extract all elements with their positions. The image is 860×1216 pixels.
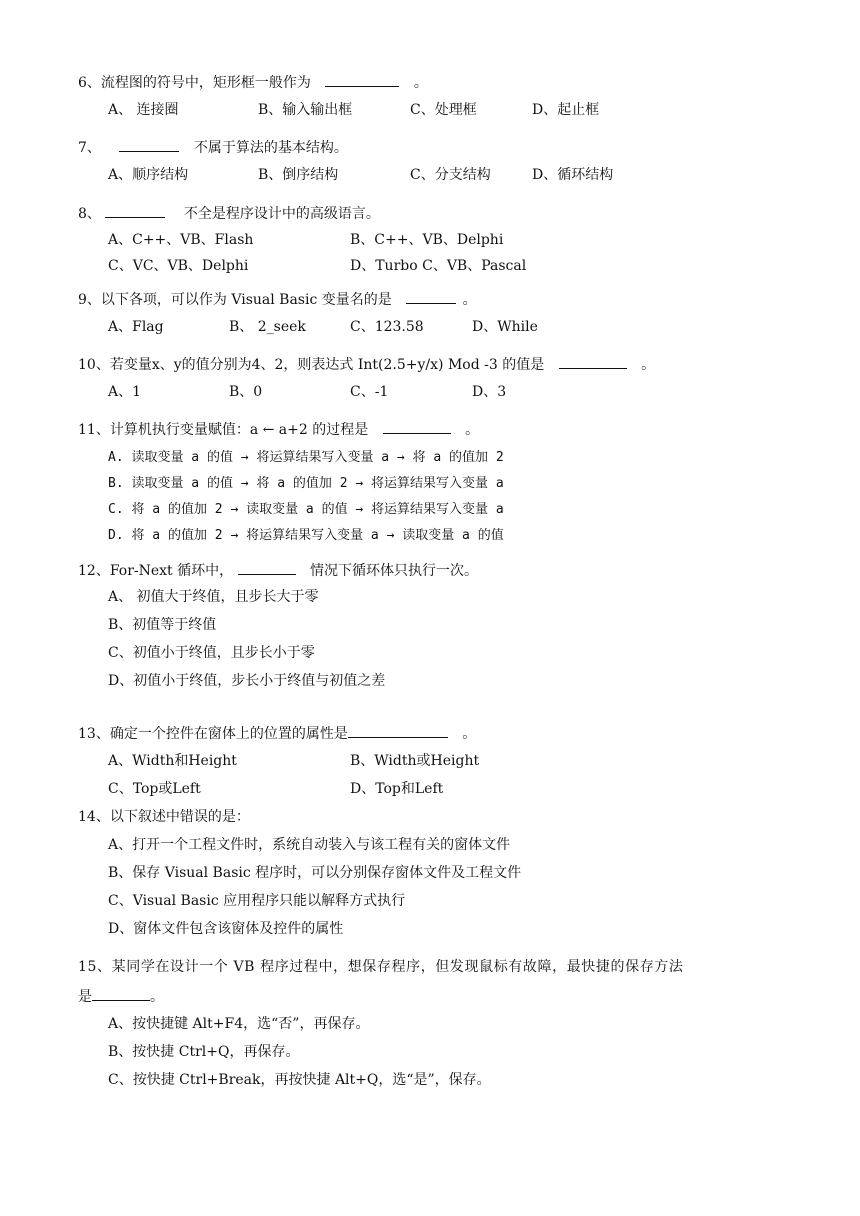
option-10c: C、-1 [350, 384, 389, 400]
question-12-stem: 12、For-Next 循环中， [78, 563, 234, 579]
question-15-stem-line2 [78, 986, 778, 1007]
answer-blank [406, 289, 456, 304]
option-9b: B、 2_seek [229, 319, 306, 335]
option-14b: B、保存 Visual Basic 程序时，可以分别保存窗体文件及工程文件 [108, 865, 522, 881]
answer-blank [238, 560, 296, 575]
option-15a: A、按快捷键 Alt+F4，选“否”，再保存。 [108, 1016, 370, 1032]
option-7a: A、顺序结构 [108, 167, 189, 183]
option-12b: B、初值等于终值 [108, 617, 217, 633]
question-13 [78, 723, 476, 744]
option-14a: A、打开一个工程文件时，系统自动装入与该工程有关的窗体文件 [108, 837, 511, 853]
option-13c: C、Top或Left [108, 781, 201, 797]
option-9a: A、Flag [108, 319, 164, 335]
answer-blank [348, 723, 448, 738]
question-15-stem-cont: 是 [78, 989, 92, 1005]
question-6-stem: 6、流程图的符号中，矩形框一般作为 [78, 75, 311, 91]
answer-blank [105, 203, 165, 218]
question-11 [78, 419, 479, 440]
option-12a: A、 初值大于终值，且步长大于零 [108, 589, 319, 605]
question-15 [78, 957, 778, 1007]
option-6c: C、处理框 [410, 102, 477, 118]
option-6b: B、输入输出框 [258, 102, 353, 118]
option-10d: D、3 [472, 384, 507, 400]
option-8d: D、Turbo C、VB、Pascal [350, 258, 527, 274]
option-8a: A、C++、VB、Flash [108, 232, 254, 248]
option-7d: D、循环结构 [532, 167, 614, 183]
option-13d: D、Top和Left [350, 781, 444, 797]
question-6-stem-end: 。 [413, 75, 428, 91]
question-13-stem: 13、确定一个控件在窗体上的位置的属性是 [78, 726, 348, 742]
answer-blank [119, 137, 179, 152]
option-15b: B、按快捷 Ctrl+Q，再保存。 [108, 1044, 300, 1060]
option-14c: C、Visual Basic 应用程序只能以解释方式执行 [108, 893, 406, 909]
option-9c: C、123.58 [350, 319, 424, 335]
option-12d: D、初值小于终值，步长小于终值与初值之差 [108, 673, 386, 689]
option-10a: A、1 [108, 384, 142, 400]
question-8-stem: 不全是程序设计中的高级语言。 [183, 206, 380, 222]
answer-blank [325, 72, 399, 87]
question-9-stem-end: 。 [462, 292, 477, 308]
answer-blank [383, 419, 451, 434]
question-13-stem-end: 。 [462, 726, 477, 742]
option-8c: C、VC、VB、Delphi [108, 258, 249, 274]
option-7c: C、分支结构 [410, 167, 491, 183]
option-15c: C、按快捷 Ctrl+Break，再按快捷 Alt+Q，选“是”，保存。 [108, 1072, 491, 1088]
option-10b: B、0 [229, 384, 263, 400]
question-9-stem: 9、以下各项，可以作为 Visual Basic 变量名的是 [78, 292, 392, 308]
question-10-stem: 10、若变量x、y的值分别为4、2，则表达式 Int(2.5+y/x) Mod -3 的值是 [78, 357, 545, 373]
question-11-stem-end: 。 [465, 422, 480, 438]
option-6d: D、起止框 [532, 102, 600, 118]
answer-blank [559, 354, 627, 369]
question-7-number: 7、 [78, 140, 101, 156]
option-14d: D、窗体文件包含该窗体及控件的属性 [108, 921, 344, 937]
question-7-stem: 不属于算法的基本结构。 [193, 140, 348, 156]
question-12 [78, 560, 478, 581]
option-8b: B、C++、VB、Delphi [350, 232, 504, 248]
option-13a: A、Width和Height [108, 753, 237, 769]
question-11-stem: 11、计算机执行变量赋值：a ← a+2 的过程是 [78, 422, 369, 438]
question-14: 14、以下叙述中错误的是： [78, 809, 250, 825]
question-15-stem: 15、某同学在设计一个 VB 程序过程中，想保存程序，但发现鼠标有故障，最快捷的保存方法 [78, 959, 684, 975]
question-8 [78, 203, 380, 224]
question-7 [78, 137, 348, 158]
option-11c: C. 将 a 的值加 2 → 读取变量 a 的值 → 将运算结果写入变量 a [108, 502, 504, 517]
question-12-stem-end: 情况下循环体只执行一次。 [310, 563, 479, 579]
question-9 [78, 289, 477, 310]
question-10-stem-end: 。 [641, 357, 656, 373]
option-7b: B、倒序结构 [258, 167, 339, 183]
option-9d: D、While [472, 319, 538, 335]
question-10 [78, 354, 655, 375]
question-8-number: 8、 [78, 206, 101, 222]
option-11b: B. 读取变量 a 的值 → 将 a 的值加 2 → 将运算结果写入变量 a [108, 476, 504, 491]
option-13b: B、Width或Height [350, 753, 480, 769]
question-15-stem-end: 。 [150, 989, 164, 1005]
option-11d: D. 将 a 的值加 2 → 将运算结果写入变量 a → 读取变量 a 的值 [108, 528, 504, 543]
answer-blank [92, 986, 150, 1001]
option-6a: A、 连接圈 [108, 102, 179, 118]
option-12c: C、初值小于终值，且步长小于零 [108, 645, 315, 661]
question-6 [78, 72, 428, 93]
option-11a: A. 读取变量 a 的值 → 将运算结果写入变量 a → 将 a 的值加 2 [108, 450, 504, 465]
